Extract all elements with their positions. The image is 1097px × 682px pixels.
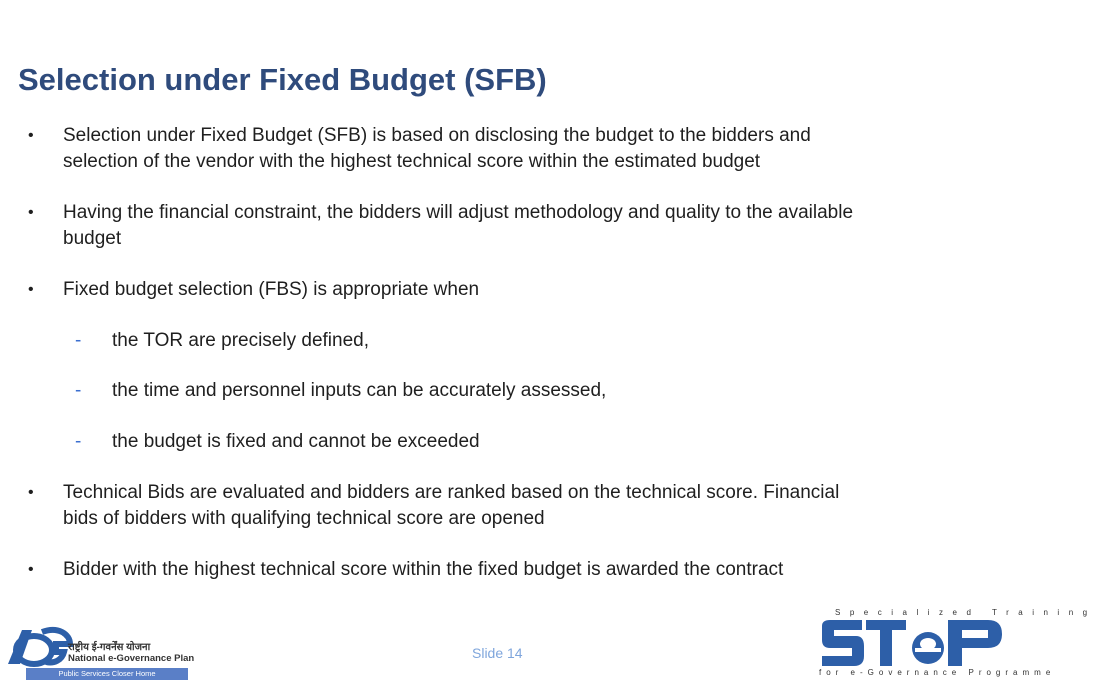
bullet-text: Having the financial constraint, the bidders will adjust methodology and quality to the available budget [63, 202, 854, 249]
negp-logo [4, 624, 195, 680]
bullet-text: Fixed budget selection (FBS) is appropriate when [63, 279, 480, 300]
bullet-text: Technical Bids are evaluated and bidders are ranked based on the technical score. Financial bids of bidders with qualifying technical score are opened [63, 482, 840, 529]
eg-mark-icon [4, 624, 74, 670]
bullet-marker: • [28, 561, 34, 578]
step-top-text: Specialized Training [835, 608, 1097, 617]
negp-tagline: Public Services Closer Home [58, 669, 156, 678]
dash-marker: - [75, 380, 82, 401]
dash-marker: - [75, 330, 82, 351]
bullet-marker: • [28, 281, 34, 298]
page-title: Selection under Fixed Budget (SFB) [18, 62, 547, 97]
bullet-marker: • [28, 204, 34, 221]
negp-tagline-bar [26, 668, 188, 680]
step-bottom-text: for e-Governance Programme [819, 668, 1056, 677]
bullet-text: Bidder with the highest technical score within the fixed budget is awarded the contract [63, 559, 784, 580]
bullet-marker: • [28, 127, 34, 144]
sub-item-text: the time and personnel inputs can be accurately assessed, [112, 380, 607, 401]
dash-marker: - [75, 431, 82, 452]
negp-hindi-text: राष्ट्रीय ई-गवर्नेंस योजना [68, 642, 151, 653]
bullet-text: Selection under Fixed Budget (SFB) is based on disclosing the budget to the bidders and selection of the vendor with the highest technical score within the estimated budget [63, 125, 811, 172]
negp-english-text: National e-Governance Plan [68, 653, 195, 664]
sub-item-text: the budget is fixed and cannot be exceeded [112, 431, 480, 452]
slide-number: Slide 14 [472, 645, 523, 661]
step-wordmark-icon [820, 618, 1005, 668]
sub-item-text: the TOR are precisely defined, [112, 330, 369, 351]
step-logo [815, 608, 1097, 680]
bullet-marker: • [28, 484, 34, 501]
